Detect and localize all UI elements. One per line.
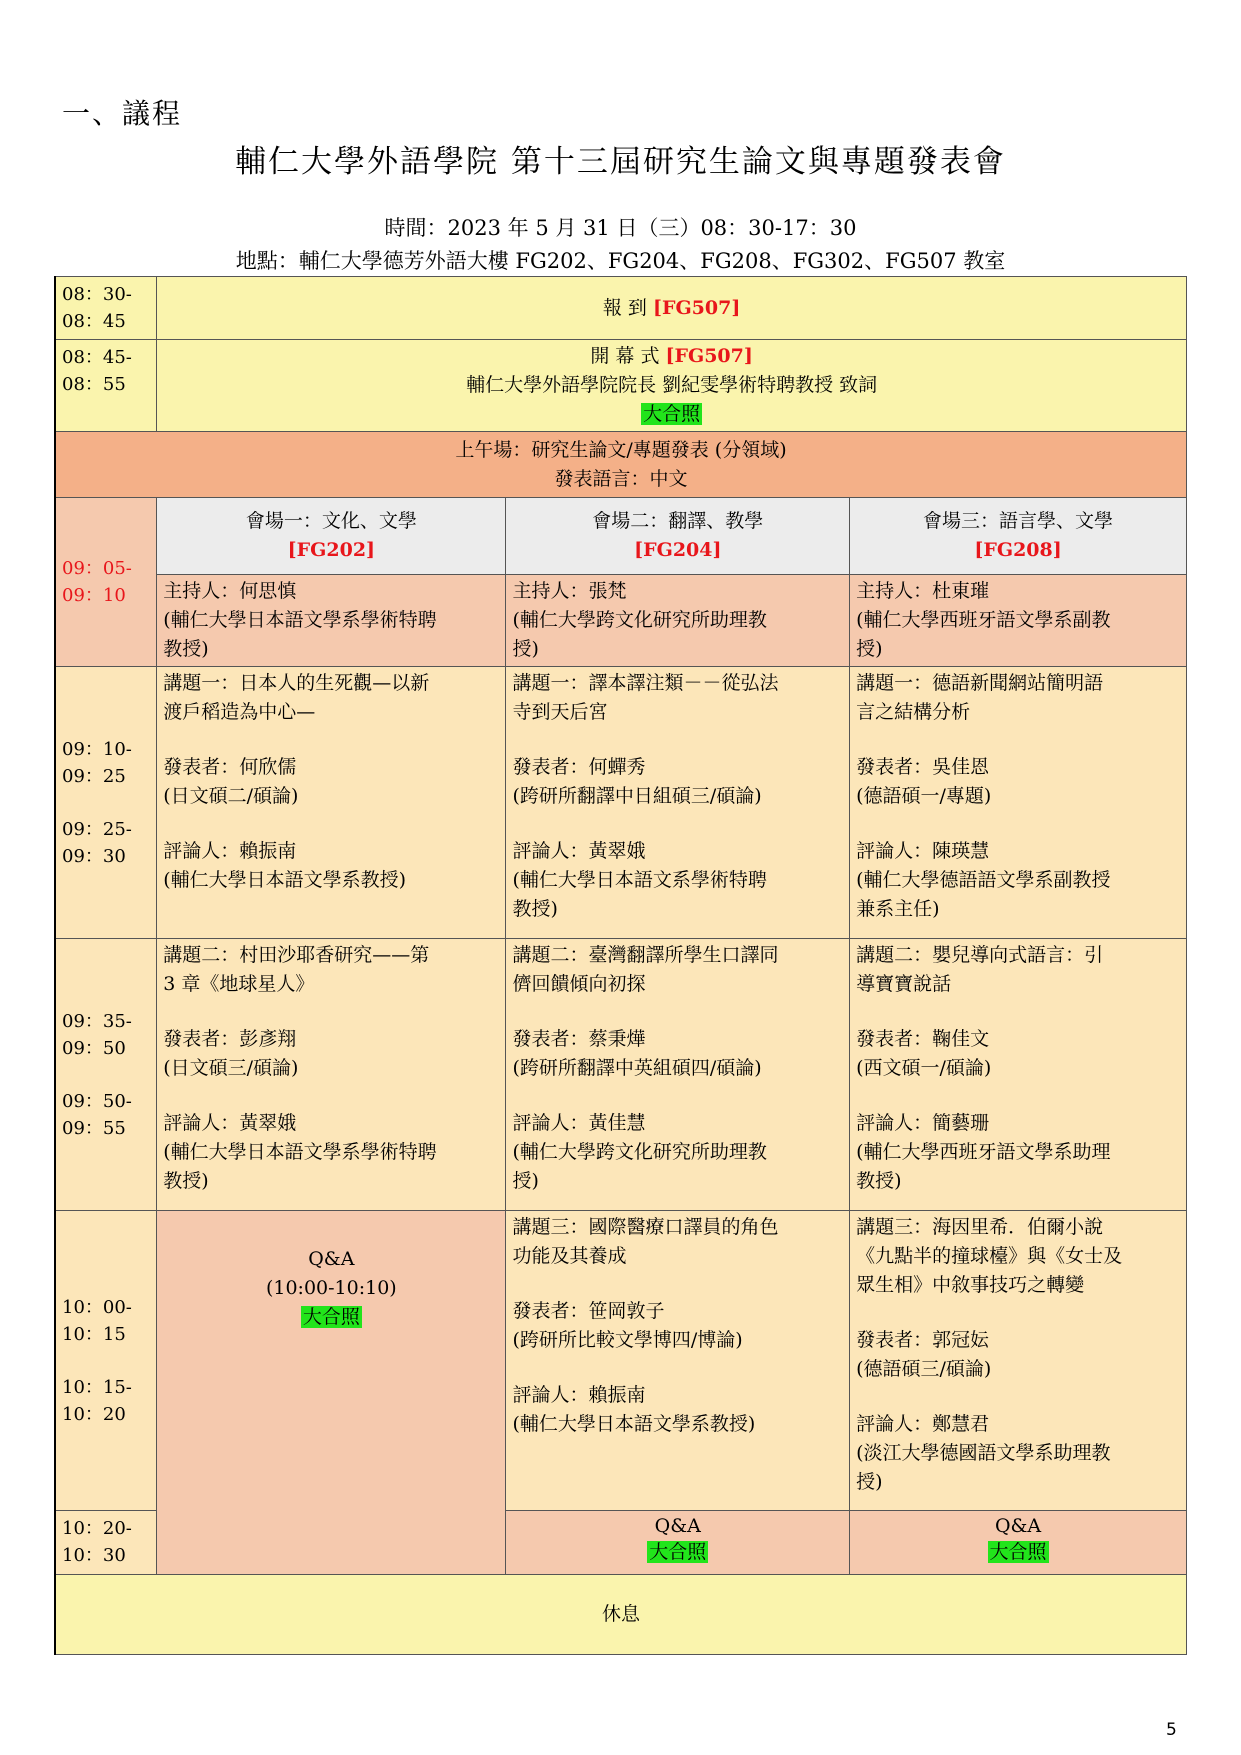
venue-room: [FG204]: [634, 539, 722, 561]
time-end: 10：15: [62, 1323, 126, 1345]
presentation-language: 發表語言：中文: [554, 467, 688, 490]
presenter: 發表者：蔡秉燁: [512, 1028, 646, 1050]
commentator-affiliation: (輔仁大學日本語文學系學術特聘: [163, 1141, 437, 1163]
venue-room: [FG208]: [974, 539, 1062, 561]
talk1-row: [55, 667, 1187, 939]
talk2-time: [55, 939, 157, 1211]
venue-3: [850, 498, 1187, 575]
talk-topic-cont: 眾生相》中敘事技巧之轉變: [856, 1274, 1085, 1296]
time-start: 09：35-: [62, 1010, 132, 1032]
qa-venue2: [506, 1511, 850, 1575]
checkin-cell: [157, 277, 1187, 340]
time-end: 09：30: [62, 845, 126, 867]
page-title: 輔仁大學外語學院 第十三屆研究生論文與專題發表會: [235, 144, 1006, 180]
talk-topic: 講題二：臺灣翻譯所學生口譯同: [512, 944, 779, 966]
sessions-time: [55, 498, 157, 667]
opening-speech: 輔仁大學外語學院院長 劉紀雯學術特聘教授 致詞: [466, 374, 878, 396]
commentator-affiliation-cont: 兼系主任): [856, 898, 940, 920]
talk-topic-cont: 功能及其養成: [512, 1245, 627, 1267]
talk-topic: 講題一：日本人的生死觀—以新: [163, 672, 430, 694]
commentator-affiliation-cont: 教授): [512, 898, 558, 920]
commentator-affiliation: (輔仁大學日本語文學系教授): [512, 1413, 756, 1435]
host-name: 主持人：杜東璀: [856, 580, 990, 602]
time-start: 09：05-: [62, 558, 132, 579]
time-start: 09：25-: [62, 818, 132, 840]
commentator: 評論人：陳瑛慧: [856, 840, 990, 862]
presenter-affiliation: (德語碩三/碩論): [856, 1358, 992, 1380]
qa-label: Q&A: [308, 1248, 355, 1270]
commentator-affiliation-cont: 授): [512, 1170, 539, 1192]
talk3-venue2: [506, 1211, 850, 1511]
talk-topic: 講題二：嬰兒導向式語言：引: [856, 944, 1104, 966]
host-2: [506, 575, 850, 667]
checkin-row: [55, 277, 1187, 340]
time-end: 10：20: [62, 1403, 126, 1425]
host-name: 主持人：何思慎: [163, 580, 297, 602]
time-end: 08：45: [62, 311, 126, 332]
time-end: 09：10: [62, 585, 126, 606]
presenter: 發表者：郭冠妘: [856, 1329, 990, 1351]
talk-topic: 講題一：譯本譯注類－－從弘法: [512, 672, 779, 694]
talk-topic-cont: 言之結構分析: [856, 701, 971, 723]
talk1-venue3: [850, 667, 1187, 939]
qa-label: Q&A: [994, 1515, 1042, 1537]
talk2-row: [55, 939, 1187, 1211]
presenter: 發表者：何蟬秀: [512, 756, 646, 778]
talk2-venue2: [506, 939, 850, 1211]
host-row: [55, 575, 1187, 667]
commentator-affiliation: (輔仁大學西班牙語文學系助理: [856, 1141, 1111, 1163]
commentator-affiliation: (輔仁大學日本語文系學術特聘: [512, 869, 767, 891]
qa-venue1: [157, 1211, 506, 1575]
group-photo-badge: 大合照: [989, 1541, 1047, 1563]
commentator: 評論人：黃翠娥: [163, 1112, 297, 1134]
presenter-affiliation: (跨研所比較文學博四/博論): [512, 1329, 743, 1351]
commentator-affiliation: (輔仁大學德語語文學系副教授: [856, 869, 1111, 891]
page-number: 5: [1166, 1720, 1177, 1740]
talk-topic-cont: 儕回饋傾向初探: [512, 973, 646, 995]
host-3: [850, 575, 1187, 667]
host-1: [157, 575, 506, 667]
talk1-venue2: [506, 667, 850, 939]
presenter: 發表者：笹岡敦子: [512, 1300, 665, 1322]
time-start: 08：45-: [62, 347, 132, 368]
time-start: 08：30-: [62, 284, 132, 305]
commentator: 評論人：黃翠娥: [512, 840, 646, 862]
talk1-venue1: [157, 667, 506, 939]
talk1-time: [55, 667, 157, 939]
presenter-affiliation: (德語碩一/專題): [856, 785, 992, 807]
commentator: 評論人：鄭慧君: [856, 1413, 990, 1435]
morning-banner-row: [55, 432, 1187, 498]
presenter-affiliation: (跨研所翻譯中日組碩三/碩論): [512, 785, 762, 807]
time-start: 10：15-: [62, 1376, 132, 1398]
talk-topic-cont: 渡戶稻造為中心—: [163, 701, 316, 723]
group-photo-badge: 大合照: [643, 403, 701, 425]
qa-time: [55, 1511, 157, 1575]
talk-topic: 講題三：國際醫療口譯員的角色: [512, 1216, 779, 1238]
presenter-affiliation: (西文碩一/碩論): [856, 1057, 992, 1079]
break-cell: [55, 1575, 1187, 1655]
commentator-affiliation: (輔仁大學日本語文學系教授): [163, 869, 407, 891]
host-affiliation: (輔仁大學日本語文學系學術特聘: [163, 609, 437, 631]
venue-row: [55, 498, 1187, 575]
opening-label: 開 幕 式: [590, 345, 660, 367]
host-affiliation-cont: 授): [856, 638, 883, 660]
event-place: 地點：輔仁大學德芳外語大樓 FG202、FG204、FG208、FG302、FG507 教室: [235, 249, 1006, 273]
talk3-time: [55, 1211, 157, 1511]
commentator: 評論人：黃佳慧: [512, 1112, 646, 1134]
commentator-affiliation-cont: 授): [856, 1471, 883, 1493]
talk-topic-cont: 導寶寶說話: [856, 973, 952, 995]
time-end: 09：50: [62, 1037, 126, 1059]
time-start: 09：10-: [62, 738, 132, 760]
host-affiliation-cont: 授): [512, 638, 539, 660]
venue-room: [FG202]: [287, 539, 376, 561]
commentator: 評論人：賴振南: [512, 1384, 646, 1406]
presenter-affiliation: (日文碩三/碩論): [163, 1057, 299, 1079]
time-end: 09：25: [62, 765, 126, 787]
agenda-table: [54, 276, 1187, 1655]
venue-1: [157, 498, 506, 575]
time-start: 10：20-: [62, 1518, 132, 1539]
qa-venue3: [850, 1511, 1187, 1575]
venue-name: 會場二：翻譯、教學: [592, 510, 764, 532]
venue-name: 會場三：語言學、文學: [923, 510, 1114, 532]
break-row: [55, 1575, 1187, 1655]
morning-session-title: 上午場：研究生論文/專題發表 (分領域): [455, 438, 787, 461]
section-heading: 一、議程: [62, 97, 183, 130]
checkin-room: [FG507]: [652, 296, 741, 319]
host-affiliation-cont: 教授): [163, 638, 209, 660]
checkin-time: [55, 277, 157, 340]
opening-row: [55, 340, 1187, 432]
talk-topic-cont: 3 章《地球星人》: [163, 973, 315, 995]
host-affiliation: (輔仁大學西班牙語文學系副教: [856, 609, 1111, 631]
event-time: 時間：2023 年 5 月 31 日（三）08：30-17：30: [384, 216, 857, 240]
talk2-venue3: [850, 939, 1187, 1211]
time-end: 10：30: [62, 1545, 126, 1566]
time-start: 09：50-: [62, 1090, 132, 1112]
break-label: 休息: [601, 1603, 640, 1625]
qa-time-range: (10:00-10:10): [265, 1277, 397, 1299]
opening-room: [FG507]: [665, 345, 753, 367]
talk3-venue3: [850, 1211, 1187, 1511]
talk-topic: 講題二：村田沙耶香研究——第: [163, 944, 430, 966]
venue-2: [506, 498, 850, 575]
presenter-affiliation: (跨研所翻譯中英組碩四/碩論): [512, 1057, 762, 1079]
group-photo-badge: 大合照: [649, 1541, 707, 1563]
commentator-affiliation: (淡江大學德國語文學系助理教: [856, 1442, 1111, 1464]
host-name: 主持人：張梵: [512, 580, 627, 602]
opening-time: [55, 340, 157, 432]
time-end: 09：55: [62, 1117, 126, 1139]
talk-topic-cont: 寺到天后宮: [512, 701, 608, 723]
commentator-affiliation-cont: 教授): [856, 1170, 902, 1192]
venue-name: 會場一：文化、文學: [245, 510, 417, 532]
morning-banner: [55, 432, 1187, 498]
time-end: 08：55: [62, 374, 126, 395]
commentator-affiliation-cont: 教授): [163, 1170, 209, 1192]
commentator: 評論人：賴振南: [163, 840, 297, 862]
host-affiliation: (輔仁大學跨文化研究所助理教: [512, 609, 767, 631]
talk-topic-cont: 《九點半的撞球檯》與《女士及: [856, 1245, 1123, 1267]
talk-topic: 講題一：德語新聞網站簡明語: [856, 672, 1104, 694]
commentator-affiliation: (輔仁大學跨文化研究所助理教: [512, 1141, 767, 1163]
time-start: 10：00-: [62, 1296, 132, 1318]
presenter-affiliation: (日文碩二/碩論): [163, 785, 299, 807]
qa-label: Q&A: [654, 1515, 701, 1537]
presenter: 發表者：鞠佳文: [856, 1028, 990, 1050]
presenter: 發表者：何欣儒: [163, 756, 297, 778]
presenter: 發表者：彭彥翔: [163, 1028, 297, 1050]
group-photo-badge: 大合照: [302, 1306, 360, 1328]
commentator: 評論人：簡藝珊: [856, 1112, 990, 1134]
talk3-row: [55, 1211, 1187, 1511]
talk2-venue1: [157, 939, 506, 1211]
presenter: 發表者：吳佳恩: [856, 756, 990, 778]
talk-topic: 講題三：海因里希．伯爾小說: [856, 1216, 1104, 1238]
opening-cell: [157, 340, 1187, 432]
checkin-label: 報 到: [602, 296, 647, 319]
